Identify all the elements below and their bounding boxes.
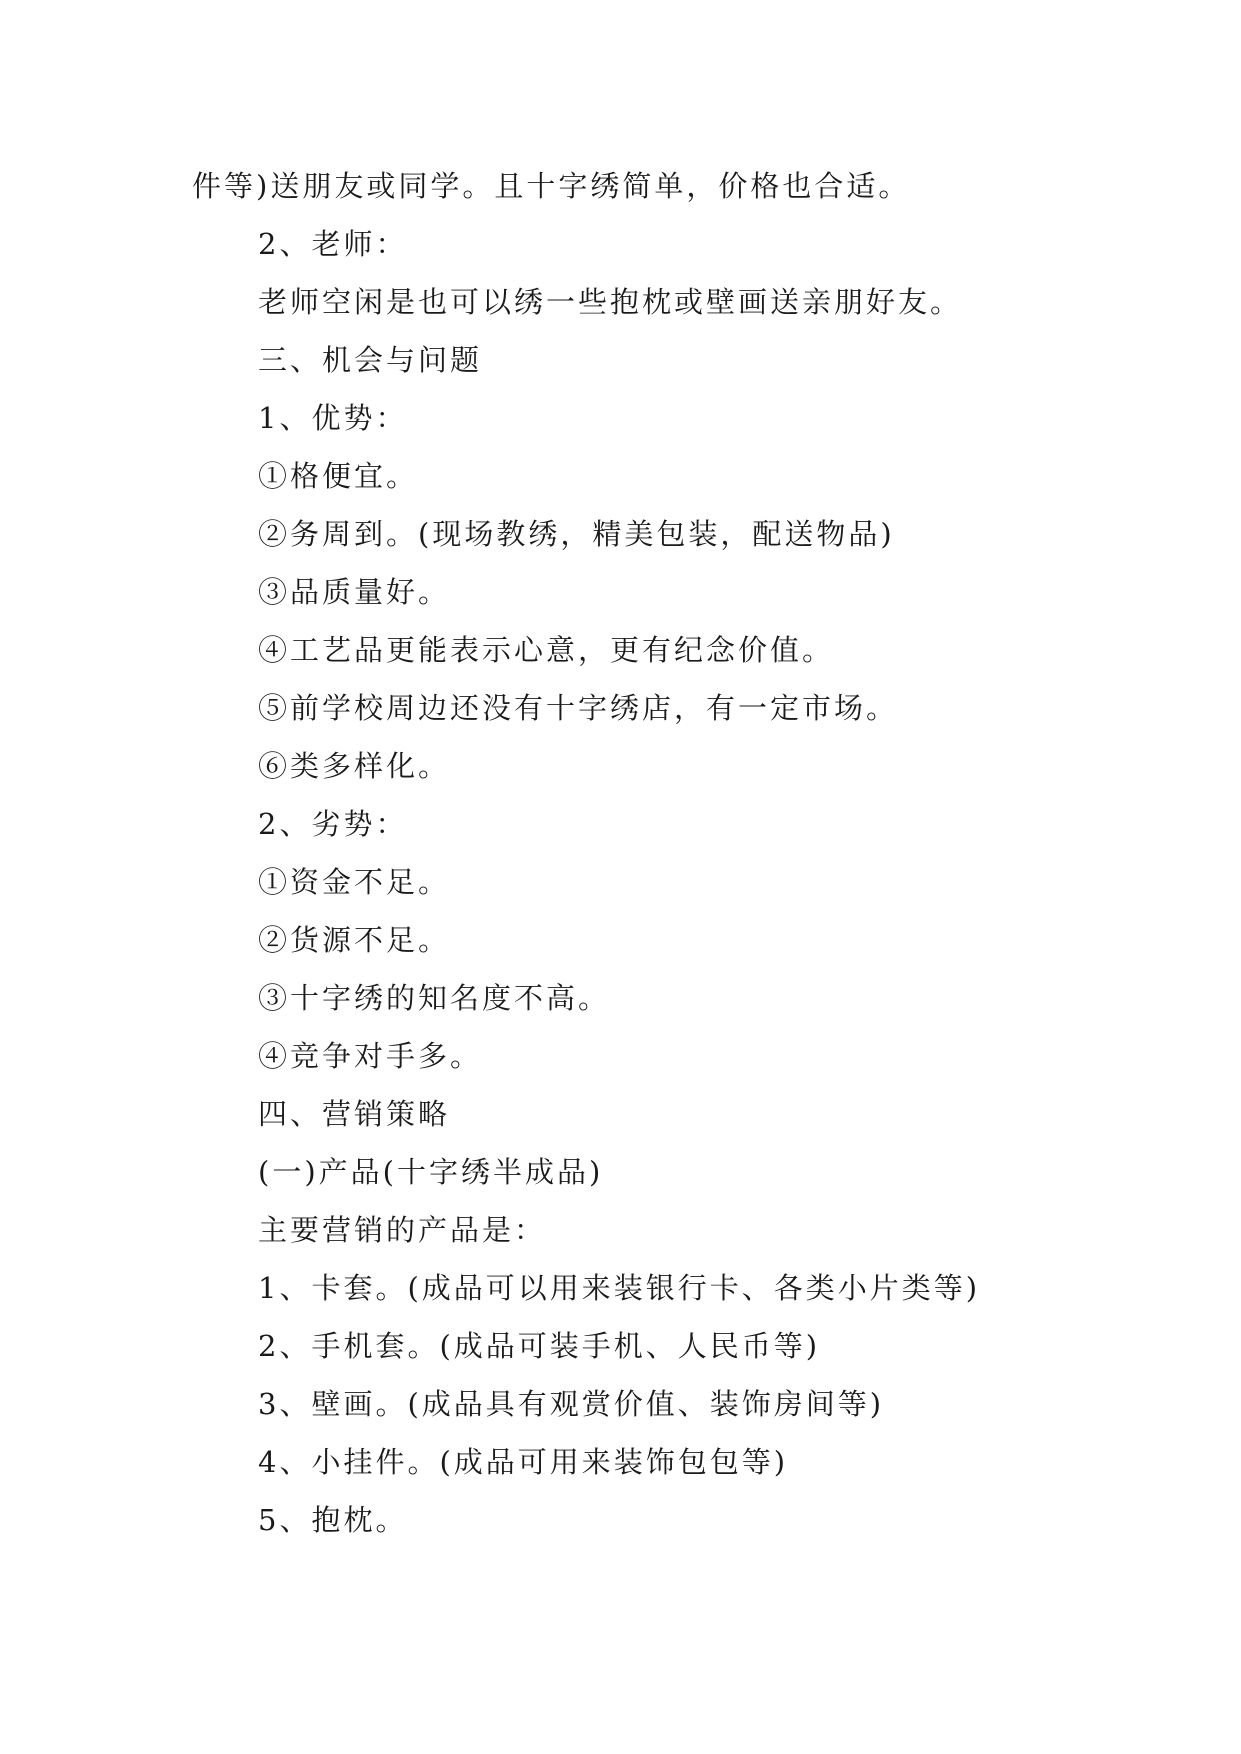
list-item: 2、手机套。(成品可装手机、人民币等): [258, 1329, 821, 1363]
list-item: ②务周到。(现场教绣，精美包装，配送物品): [258, 517, 895, 551]
text-line: 2、劣势：: [258, 807, 408, 841]
list-item: ④竞争对手多。: [258, 1039, 483, 1073]
list-item: 5、抱枕。: [258, 1503, 408, 1537]
text-line: 件等)送朋友或同学。且十字绣简单，价格也合适。: [192, 169, 911, 203]
list-item: ④工艺品更能表示心意，更有纪念价值。: [258, 633, 835, 667]
list-item: ③十字绣的知名度不高。: [258, 981, 611, 1015]
text-line: 主要营销的产品是：: [258, 1213, 547, 1247]
subsection-heading: (一)产品(十字绣半成品): [258, 1155, 604, 1189]
list-item: 3、壁画。(成品具有观赏价值、装饰房间等): [258, 1387, 885, 1421]
text-line: 老师空闲是也可以绣一些抱枕或壁画送亲朋好友。: [258, 285, 963, 319]
list-item: ⑥类多样化。: [258, 749, 451, 783]
text-line: 2、老师：: [258, 227, 408, 261]
section-heading: 三、机会与问题: [258, 343, 483, 377]
list-item: 1、卡套。(成品可以用来装银行卡、各类小片类等): [258, 1271, 981, 1305]
list-item: ②货源不足。: [258, 923, 451, 957]
list-item: ③品质量好。: [258, 575, 451, 609]
list-item: ⑤前学校周边还没有十字绣店，有一定市场。: [258, 691, 899, 725]
list-item: ①格便宜。: [258, 459, 419, 493]
list-item: ①资金不足。: [258, 865, 451, 899]
text-line: 1、优势：: [258, 401, 408, 435]
list-item: 4、小挂件。(成品可用来装饰包包等): [258, 1445, 789, 1479]
section-heading: 四、营销策略: [258, 1097, 451, 1131]
